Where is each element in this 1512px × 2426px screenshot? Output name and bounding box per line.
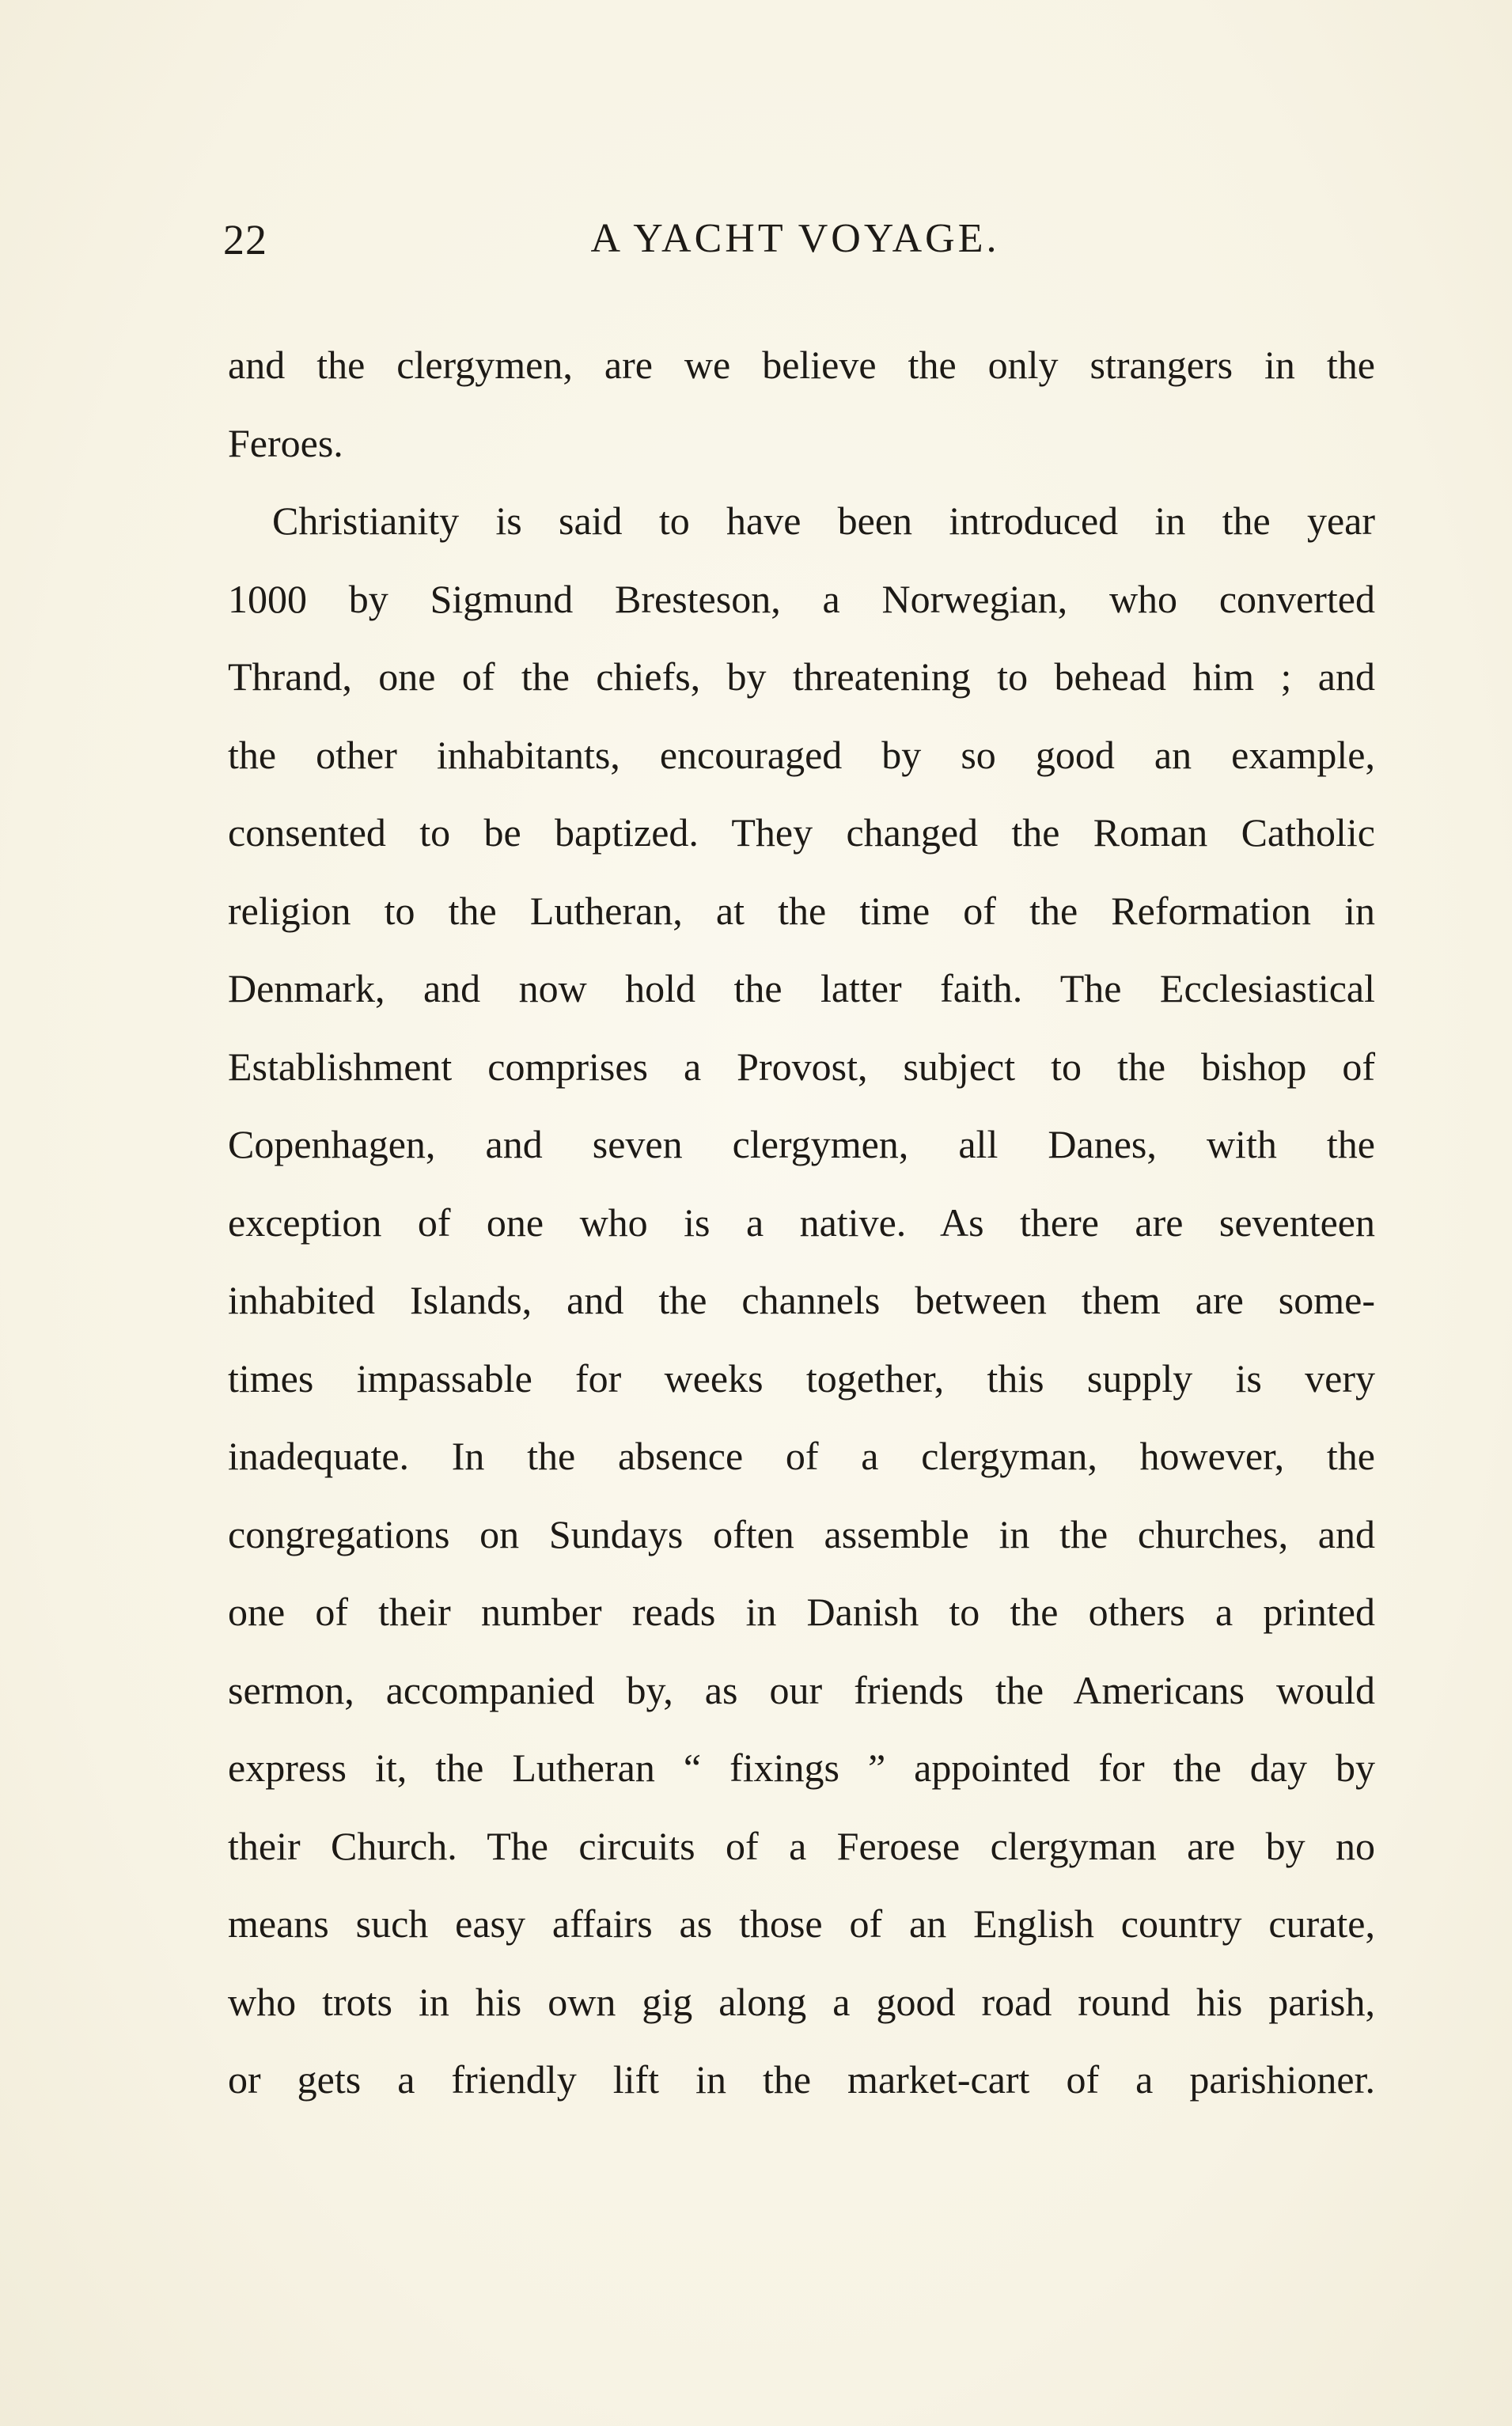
running-head: A YACHT VOYAGE. [590,216,1000,261]
text-line: express it, the Lutheran “ fixings ” appointed for the day by [228,1746,1375,1790]
text-line: exception of one who is a native. As there are seventeen [228,1200,1375,1245]
text-line: one of their number reads in Danish to the others a printed [228,1590,1375,1634]
text-line: the other inhabitants, encouraged by so good an example, [228,732,1375,777]
text-line: their Church. The circuits of a Feroese clergyman are by no [228,1823,1375,1868]
text-line: Copenhagen, and seven clergymen, all Danes, with the [228,1122,1375,1166]
text-line: and the clergymen, are we believe the only strangers in the [228,343,1375,387]
text-line: consented to be baptized. They changed the Roman Catholic [228,810,1375,855]
text-line: religion to the Lutheran, at the time of the Reformation in [228,888,1375,933]
body-text [228,326,1375,2119]
text-line: Christianity is said to have been introduced in the year [272,498,1375,543]
text-line: inhabited Islands, and the channels between them are some- [228,1278,1375,1322]
text-line: who trots in his own gig along a good road round his parish, [228,1979,1375,2024]
text-line: inadequate. In the absence of a clergyman, however, the [228,1434,1375,1478]
text-line: Feroes. [228,420,343,465]
text-line: sermon, accompanied by, as our friends the Americans would [228,1667,1375,1712]
text-line: means such easy affairs as those of an English country curate, [228,1901,1375,1946]
text-line: congregations on Sundays often assemble in the churches, and [228,1511,1375,1556]
text-line: times impassable for weeks together, this supply is very [228,1355,1375,1401]
text-line: 1000 by Sigmund Bresteson, a Norwegian, who converted [228,576,1375,621]
text-line: Establishment comprises a Provost, subject to the bishop of [228,1044,1375,1089]
page-number: 22 [223,216,267,263]
page-header [223,215,1367,286]
text-line: Thrand, one of the chiefs, by threatening to behead him ; and [228,654,1375,699]
text-line: or gets a friendly lift in the market-cart of a parishioner. [228,2057,1375,2102]
text-line: Denmark, and now hold the latter faith. The Ecclesiastical [228,966,1375,1010]
